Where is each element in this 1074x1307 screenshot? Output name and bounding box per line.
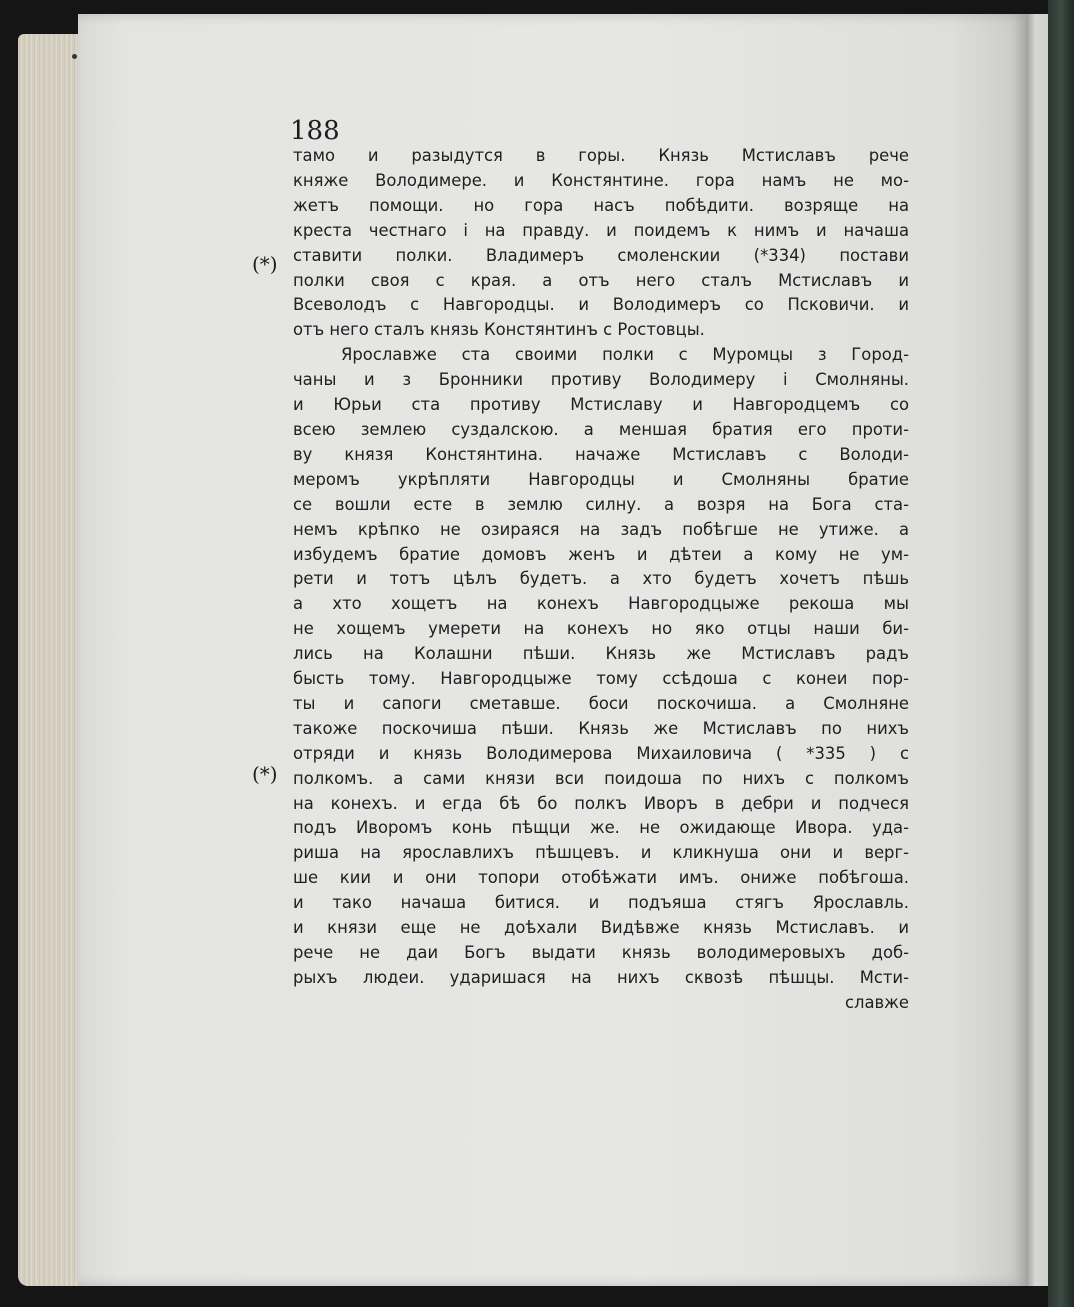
text-line: на конехъ. и егда бѣ бо полкъ Иворъ в дебри и подчеся — [293, 793, 909, 813]
text-line: креста честнаго і на правду. и поидемъ к нимъ и начаша — [293, 220, 909, 240]
text-line: ставити полки. Владимеръ смоленскии (*334) постави — [293, 245, 909, 265]
text-line: се вошли есте в землю силну. а возря на Бога ста- — [293, 494, 909, 514]
text-line: тамо и разыдутся в горы. Князь Мстиславъ рече — [293, 146, 909, 165]
text-line: ше кии и они топори отобѣжати имъ. ониже побѣгоша. — [293, 868, 909, 888]
text-line: риша на ярославлихъ пѣшцевъ. и кликнуша они и верг- — [293, 843, 909, 863]
ink-dot — [72, 54, 77, 59]
text-line: и тако начаша битися. и подъяша стягъ Ярославль. — [293, 893, 909, 913]
text-line: ты и сапоги сметавше. боси поскочиша. а Смолняне — [293, 693, 909, 713]
text-line: а хто хощетъ на конехъ Навгородцыже рекоша мы — [293, 594, 909, 614]
body-text — [293, 144, 909, 1016]
text-line: чаны и з Бронники противу Володимеру і Смолняны. — [293, 370, 909, 390]
text-line: отъ него сталъ князь Констянтинъ с Ростовцы. — [293, 320, 705, 340]
text-line: и князи еще не доѣхали Видѣвже князь Мстиславъ. и — [293, 918, 909, 938]
text-line: и Юрьи ста противу Мстиславу и Навгородцемъ со — [293, 395, 909, 415]
text-line: всею землею суздалскою. а меншая братия его проти- — [293, 419, 909, 439]
text-line: меромъ укрѣпляти Навгородцы и Смолняны братие — [293, 469, 909, 489]
text-line: не хощемъ умерети на конехъ но яко отцы наши би- — [293, 619, 909, 639]
marginal-note-mark: (*) — [252, 762, 278, 786]
text-line: полки своя с края. а отъ него сталъ Мстиславъ и — [293, 270, 909, 290]
text-line: жетъ помощи. но гора насъ побѣдити. возряще на — [293, 195, 909, 215]
next-page-edge — [1026, 14, 1050, 1286]
text-line: Всеволодъ с Навгородцы. и Володимеръ со Псковичи. и — [293, 295, 909, 315]
catchword: славже — [844, 992, 909, 1012]
text-line: немъ крѣпко не озираяся на задъ побѣгше не утиже. а — [293, 519, 909, 539]
text-line: рече не даи Богъ выдати князь володимеровыхъ доб- — [293, 943, 909, 962]
text-line: подъ Иворомъ конь пѣщци же. не ожидающе Ивора. уда- — [293, 818, 909, 838]
text-line: лись на Колашни пѣши. Князь же Мстиславъ радъ — [293, 644, 909, 664]
text-line: бысть тому. Навгородцыже тому ссѣдоша с конеи пор- — [293, 669, 909, 689]
text-line: отряди и князь Володимерова Михаиловича ( *335 ) с — [293, 743, 909, 763]
text-line: такоже поскочиша пѣши. Князь же Мстиславъ по нихъ — [293, 718, 909, 738]
text-line: ву князя Констянтина. начаже Мстиславъ с Володи- — [293, 444, 909, 464]
text-line: избудемъ братие домовъ женъ и дѣтеи а кому не ум- — [293, 544, 909, 564]
marginal-note-mark: (*) — [252, 252, 278, 276]
text-line: полкомъ. а сами князи вси поидоша по нихъ с полкомъ — [293, 768, 909, 788]
text-line: княже Володимере. и Констянтине. гора намъ не мо- — [293, 170, 909, 190]
page-number: 188 — [290, 116, 340, 146]
text-line: рети и тотъ цѣлъ будетъ. а хто будетъ хочетъ пѣшь — [293, 569, 909, 589]
book-spine — [1048, 0, 1074, 1307]
text-line: рыхъ людеи. ударишася на нихъ сквозѣ пѣшцы. Мсти- — [293, 967, 909, 987]
text-line: Ярославже ста своими полки с Муромцы з Город- — [341, 345, 909, 365]
